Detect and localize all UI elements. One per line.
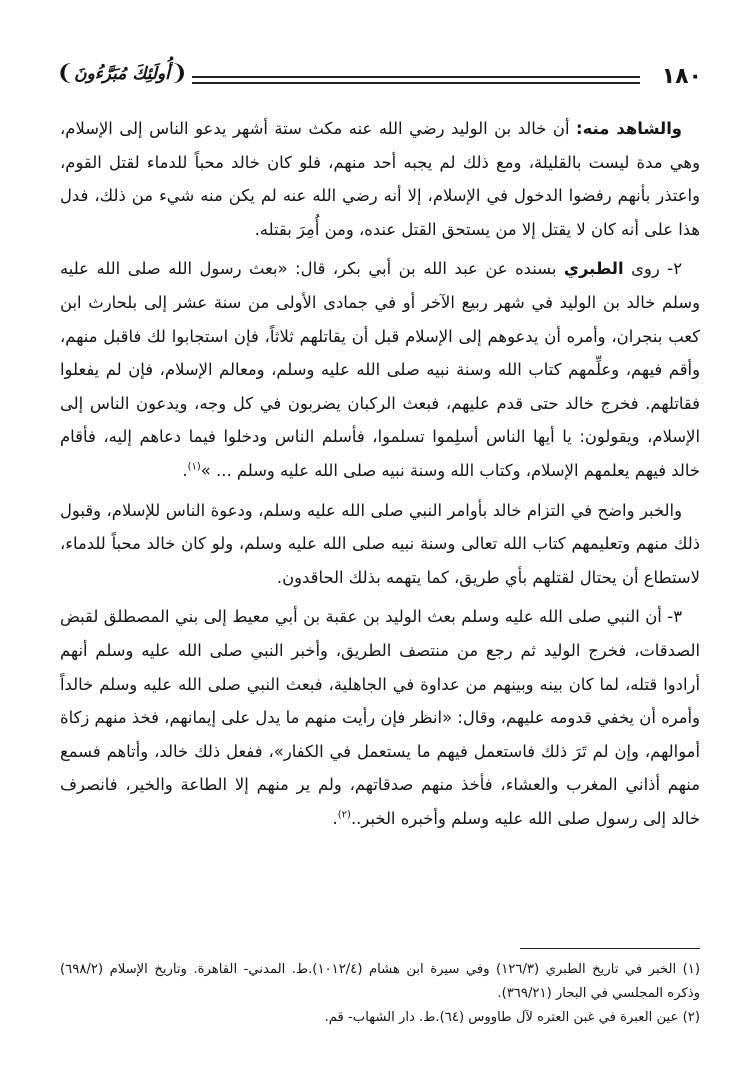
header-rule-top: [192, 76, 640, 78]
page-number: ١٨٠: [661, 64, 702, 89]
footnote-reference[interactable]: (٢): [337, 809, 351, 821]
paragraph-text: بسنده عن عبد الله بن أبي بكر، قال: «بعث رسول الله صلى الله عليه وسلم خالد بن الوليد في شهر ربيع الآخر أو في جمادى الأولى من سنة عشر إلى بلحارث ابن كعب بنجران، وأمره أن يدعوهم إلى الإسلام قبل أن يقاتلهم ثلاثاً، فإن استجابوا لك فاقبل منهم، وأقم فيهم، وعلِّمهم كتاب الله وسنة نبيه صلى الله عليه وسلم، ومعالم الإسلام، فإن لم يفعلوا فقاتلهم. فخرج خالد حتى قدم عليهم، فبعث الركبان يضربون في كل وجه، ويدعون الناس إلى الإسلام، ويقولون: يا أيها الناس أسلِموا تسلموا، فأسلم الناس ودخلوا فيما دعاهم إليه، فأقام خالد فيهم يعلمهم الإسلام، وكتاب الله وسنة نبيه صلى الله عليه وسلم ... »: [60, 259, 700, 480]
ornament-bracket-icon: ❨: [56, 61, 75, 86]
paragraph-evidence: [60, 112, 700, 246]
author-name: الطبري: [563, 259, 624, 279]
footnote-2: (٢) عين العبرة في غبن العتره لآل طاووس (٦٤).ط. دار الشهاب- قم.: [324, 1010, 700, 1025]
book-title: أُولَئِكَ مُبَرَّءُونَ: [74, 64, 170, 84]
book-title-frame: [56, 58, 188, 102]
paragraph-number: ٢- روى: [623, 259, 682, 279]
paragraph-text: ٣- أن النبي صلى الله عليه وسلم بعث الوليد بن عقبة بن أبي معيط إلى بني المصطلق لقبض الصدقات، فخرج الوليد ثم رجع من منتصف الطريق، وأخبر النبي صلى الله عليه وسلم أنهم أرادوا قتله، لما كان بينه وبينهم من عداوة في الجاهلية، فبعث النبي صلى الله عليه وسلم خالداً وأمره أن يخفي قدومه عليهم، وقال: «انظر فإن رأيت منهم ما يدل على إيمانهم، فخذ منهم زكاة أموالهم، وإن لم تَرَ ذلك فاستعمل فيهم ما يستعمل في الكفار»، ففعل ذلك خالد، وأتاهم فسمع منهم أذاني المغرب والعشاء، فأخذ منهم صدقاتهم، ولم ير منهم إلا الطاعة والخير، فانصرف خالد إلى رسول صلى الله عليه وسلم وأخبره الخبر..: [60, 607, 700, 828]
footnote-1: (١) الخبر في تاريخ الطبري (١٢٦/٣) وفي سيرة ابن هشام (١٠١٢/٤).ط. المدني- القاهرة. وتاريخ الإسلام (٦٩٨/٢) وذكره المجلسي في البحار (٣٦٩/٢١).: [60, 962, 701, 1001]
footnote-reference[interactable]: (١): [187, 461, 201, 473]
paragraph-text: أن خالد بن الوليد رضي الله عنه مكث ستة أشهر يدعو الناس إلى الإسلام، وهي مدة ليست بالقليلة، ومع ذلك لم يجبه أحد منهم، فلو كان خالد محباً للدماء لقتل القوم، واعتذر بأنهم رفضوا الدخول في الإسلام، إلا أنه رضي الله عنه لم يكن منه شيء من ذلك، فدل هذا على أنه كان لا يقتل إلا من يستحق القتل عنده، ومن أُمِرَ بقتله.: [60, 119, 700, 239]
ornament-bracket-icon: ❩: [169, 61, 188, 86]
paragraph-text: والخبر واضح في التزام خالد بأوامر النبي صلى الله عليه وسلم، ودعوة الناس للإسلام، وقبول ذلك منهم وتعليمهم كتاب الله تعالى وسنة نبيه صلى الله عليه وسلم، ولو كان خالد محباً للدماء، لاستطاع أن يحتال لقتلهم بأي طريق، كما يتهمه بذلك الحاقدون.: [60, 500, 700, 587]
page-header: [52, 58, 702, 102]
footnote-separator: [520, 948, 700, 949]
footnotes: [60, 958, 700, 1030]
header-rule-bottom: [192, 82, 640, 84]
paragraph-label: والشاهد منه:: [576, 119, 682, 138]
paragraph-tabari-narration: ٢- روى الطبري بسنده عن عبد الله بن أبي بكر، قال: «بعث رسول الله صلى الله عليه وسلم خالد بن الوليد في شهر ربيع الآخر أو في جمادى الأولى من سنة عشر إلى بلحارث ابن كعب بنجران، وأمره أن يدعوهم إلى الإسلام قبل أن يقاتلهم ثلاثاً، فإن استجابوا لك فاقبل منهم، وأقم فيهم، وعلِّمهم كتاب الله وسنة نبيه صلى الله عليه وسلم، ومعالم الإسلام، فإن لم يفعلوا فقاتلهم. فخرج خالد حتى قدم عليهم، فبعث الركبان يضربون في كل وجه، ويدعون الناس إلى الإسلام، ويقولون: يا أيها الناس أسلِموا تسلموا، فأسلم الناس ودخلوا فيما دعاهم إليه، فأقام خالد فيهم يعلمهم الإسلام، وكتاب الله وسنة نبيه صلى الله عليه وسلم ... »$^{(١)}$.: [60, 259, 700, 480]
page-body: [60, 112, 700, 835]
paragraph-walid-narration: ٣- أن النبي صلى الله عليه وسلم بعث الوليد بن عقبة بن أبي معيط إلى بني المصطلق لقبض الصدقات، فخرج الوليد ثم رجع من منتصف الطريق، وأخبر النبي صلى الله عليه وسلم أنهم أرادوا قتله، لما كان بينه وبينهم من عداوة في الجاهلية، فبعث النبي صلى الله عليه وسلم خالداً وأمره أن يخفي قدومه عليهم، وقال: «انظر فإن رأيت منهم ما يدل على إيمانهم، فخذ منهم زكاة أموالهم، وإن لم تَرَ ذلك فاستعمل فيهم ما يستعمل في الكفار»، ففعل ذلك خالد، وأتاهم فسمع منهم أذاني المغرب والعشاء، فأخذ منهم صدقاتهم، ولم ير منهم إلا الطاعة والخير، فانصرف خالد إلى رسول صلى الله عليه وسلم وأخبره الخبر..$^{(٢)}$.: [60, 607, 700, 828]
paragraph-commentary: [60, 494, 700, 595]
